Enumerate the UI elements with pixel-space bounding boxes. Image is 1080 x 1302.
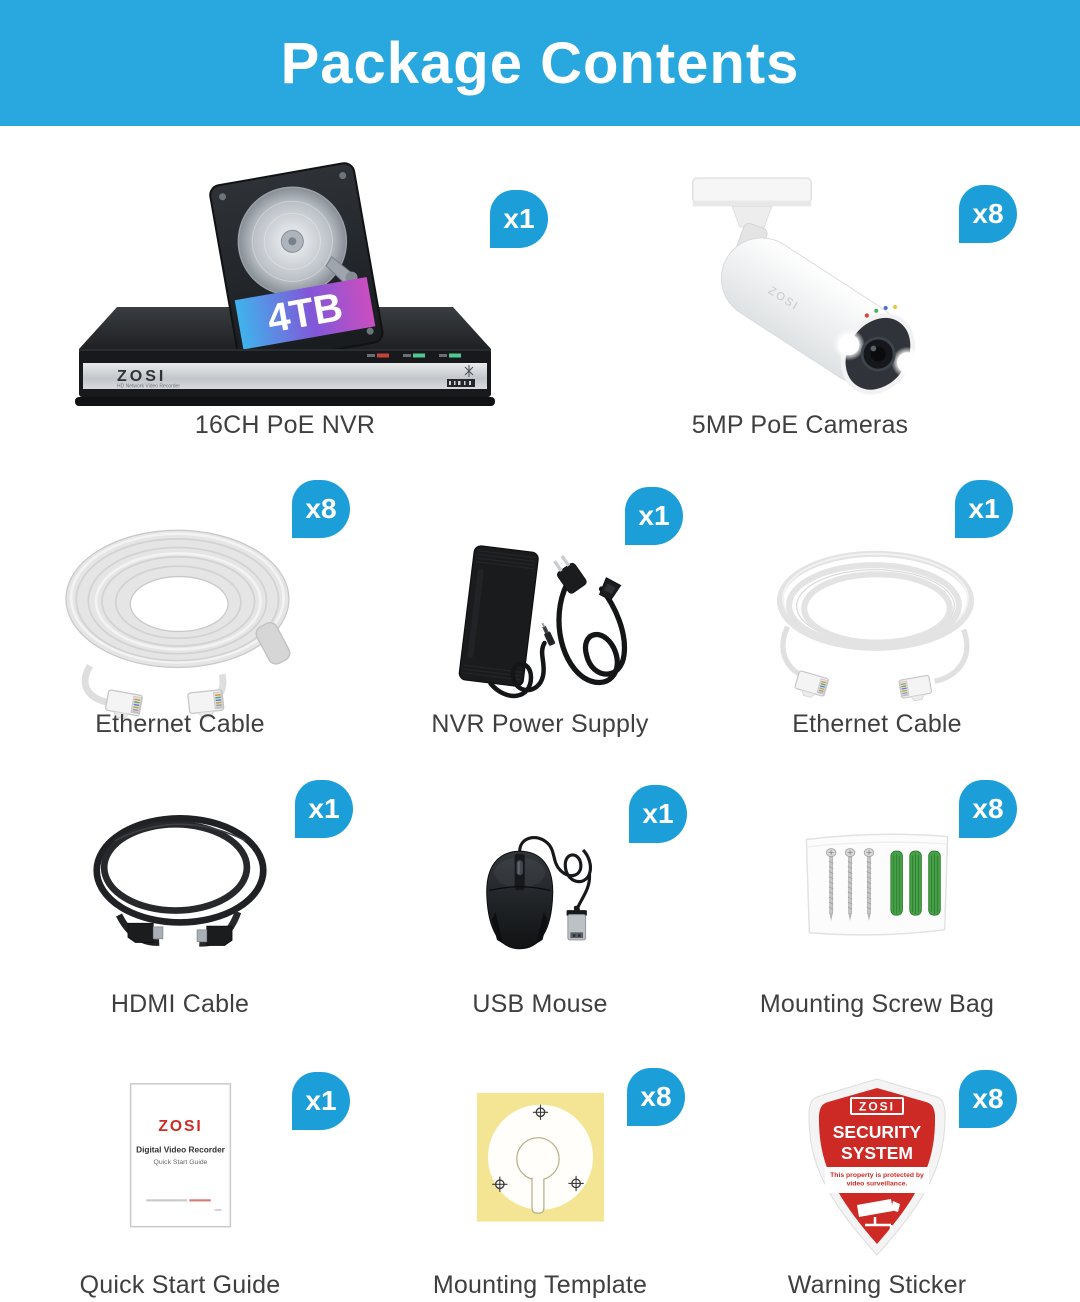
- screw-bag-icon: [793, 822, 961, 953]
- quantity-badge: x1: [295, 780, 353, 838]
- item-label: Mounting Screw Bag: [759, 990, 995, 1018]
- item-label: Warning Sticker: [787, 1271, 967, 1299]
- item-label: Mounting Template: [432, 1271, 648, 1299]
- sticker-line1: SECURITY: [832, 1121, 922, 1142]
- item-label: Quick Start Guide: [79, 1271, 281, 1299]
- item-card-warning-sticker: [720, 1035, 1080, 1302]
- nvr-brand-logo: ZOSI: [117, 368, 167, 385]
- item-label: Ethernet Cable: [792, 710, 962, 738]
- item-card-ethernet-cable-x8: [0, 470, 360, 755]
- item-card-camera: [540, 150, 1080, 470]
- nvr-with-hdd-icon: [45, 157, 525, 409]
- quantity-badge: x1: [292, 1072, 350, 1130]
- hard-drive-icon: [209, 162, 384, 367]
- package-row-1: [0, 150, 1080, 470]
- usb-mouse-icon: [445, 812, 635, 964]
- item-label: 5MP PoE Cameras: [691, 411, 909, 439]
- ethernet-cable-coil-icon: [30, 513, 330, 719]
- page-header: [0, 0, 1080, 126]
- item-card-hdmi-cable: [0, 755, 360, 1035]
- guide-title: Digital Video Recorder: [135, 1143, 225, 1154]
- rj45-connector-icon: [793, 670, 828, 700]
- item-card-usb-mouse: [360, 755, 720, 1035]
- sticker-brand-logo: ZOSI: [858, 1099, 896, 1113]
- sticker-note1: This property is protected by: [830, 1171, 924, 1179]
- nvr-subtitle: HD Network Video Recorder: [117, 383, 180, 390]
- quantity-badge: x8: [627, 1068, 685, 1126]
- ethernet-cable-icon: [748, 525, 1006, 707]
- usb-connector-icon: [567, 910, 587, 940]
- warning-sticker-icon: [762, 1071, 992, 1263]
- nvr-led-indicators: [367, 354, 461, 358]
- quantity-badge: x1: [955, 480, 1013, 538]
- bullet-camera-icon: [602, 163, 998, 404]
- quantity-badge: x1: [490, 190, 548, 248]
- item-card-mounting-template: [360, 1035, 720, 1302]
- package-row-4: [0, 1035, 1080, 1302]
- item-label: Ethernet Cable: [95, 710, 265, 738]
- guide-subtitle: Quick Start Guide: [153, 1158, 207, 1166]
- quantity-badge: x1: [629, 785, 687, 843]
- sticker-line2: SYSTEM: [841, 1142, 913, 1163]
- wall-anchors: [891, 851, 940, 915]
- guide-brand-logo: ZOSI: [157, 1117, 203, 1135]
- item-label: 16CH PoE NVR: [194, 411, 376, 439]
- ac-plug-icon: [549, 552, 587, 594]
- quantity-badge: x8: [292, 480, 350, 538]
- item-card-quick-start-guide: [0, 1035, 360, 1302]
- item-label: USB Mouse: [472, 990, 608, 1018]
- quantity-badge: x8: [959, 1070, 1017, 1128]
- item-card-screw-bag: [720, 755, 1080, 1035]
- item-label: NVR Power Supply: [431, 710, 649, 738]
- mouse-scroll-wheel: [517, 860, 523, 875]
- quantity-badge: x1: [625, 487, 683, 545]
- quick-start-guide-icon: [68, 1074, 293, 1260]
- mounting-template-icon: [443, 1086, 638, 1247]
- page-title: Package Contents: [280, 30, 800, 96]
- item-card-ethernet-cable-x1: [720, 470, 1080, 755]
- item-card-nvr: [0, 150, 540, 470]
- power-adapter-icon: [420, 526, 660, 706]
- dc-barrel-connector: [539, 621, 555, 646]
- camera-brand-logo: ZOSI: [765, 284, 801, 313]
- package-row-2: [0, 470, 1080, 755]
- quantity-badge: x8: [959, 185, 1017, 243]
- item-label: HDMI Cable: [110, 990, 250, 1018]
- sticker-note2: video surveillance.: [846, 1180, 908, 1187]
- package-row-3: [0, 755, 1080, 1035]
- svg-text:4TB: 4TB: [263, 284, 347, 342]
- quantity-badge: x8: [959, 780, 1017, 838]
- hdmi-cable-icon: [46, 802, 314, 973]
- ac-c13-connector: [598, 577, 621, 601]
- item-card-power-supply: [360, 470, 720, 755]
- rj45-connector-icon: [899, 675, 933, 703]
